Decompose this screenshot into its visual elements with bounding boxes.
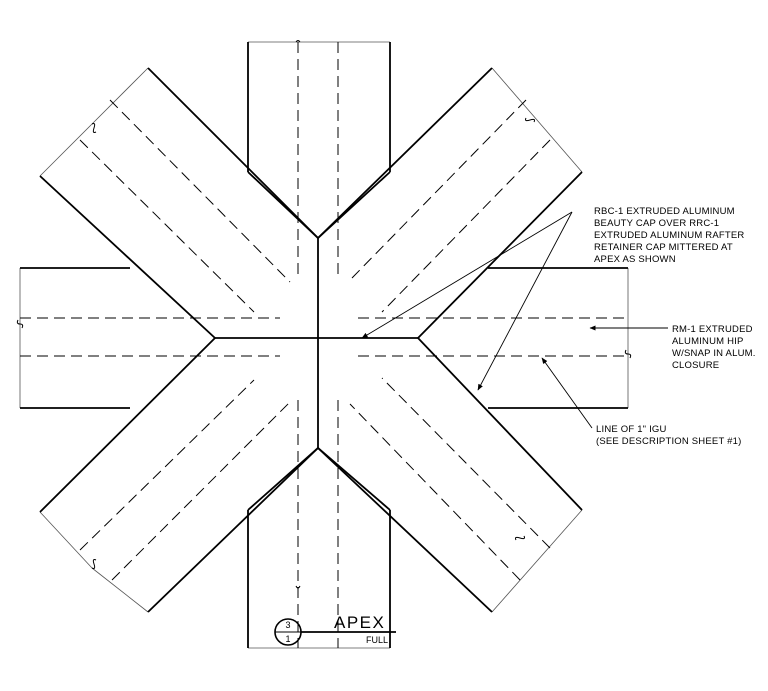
dashed-lines [20,42,628,648]
member-outlines [20,42,628,648]
detail-title-block [275,613,396,645]
note-line: RM-1 EXTRUDED [672,324,753,335]
note-line: BEAUTY CAP OVER RRC-1 [594,218,720,229]
note-line: EXTRUDED ALUMINUM RAFTER [594,230,745,241]
note-line: APEX AS SHOWN [594,254,676,265]
note-line: CLOSURE [672,360,720,371]
note-igu [596,424,741,447]
note-hip [672,324,756,371]
note-line: W/SNAP IN ALUM. [672,348,756,359]
sheet-number: 1 [285,634,291,644]
note-beauty-cap [594,206,744,265]
note-line: ALUMINUM HIP [672,336,744,347]
note-line: RBC-1 EXTRUDED ALUMINUM [594,206,735,217]
member-edges [20,42,628,648]
detail-scale: FULL [366,635,389,645]
note-line: RETAINER CAP MITTERED AT [594,242,733,253]
break-marks [17,41,630,589]
detail-number: 3 [285,620,291,630]
detail-title: APEX [334,613,386,632]
note-line: (SEE DESCRIPTION SHEET #1) [596,436,742,447]
note-line: LINE OF 1" IGU [596,424,667,435]
